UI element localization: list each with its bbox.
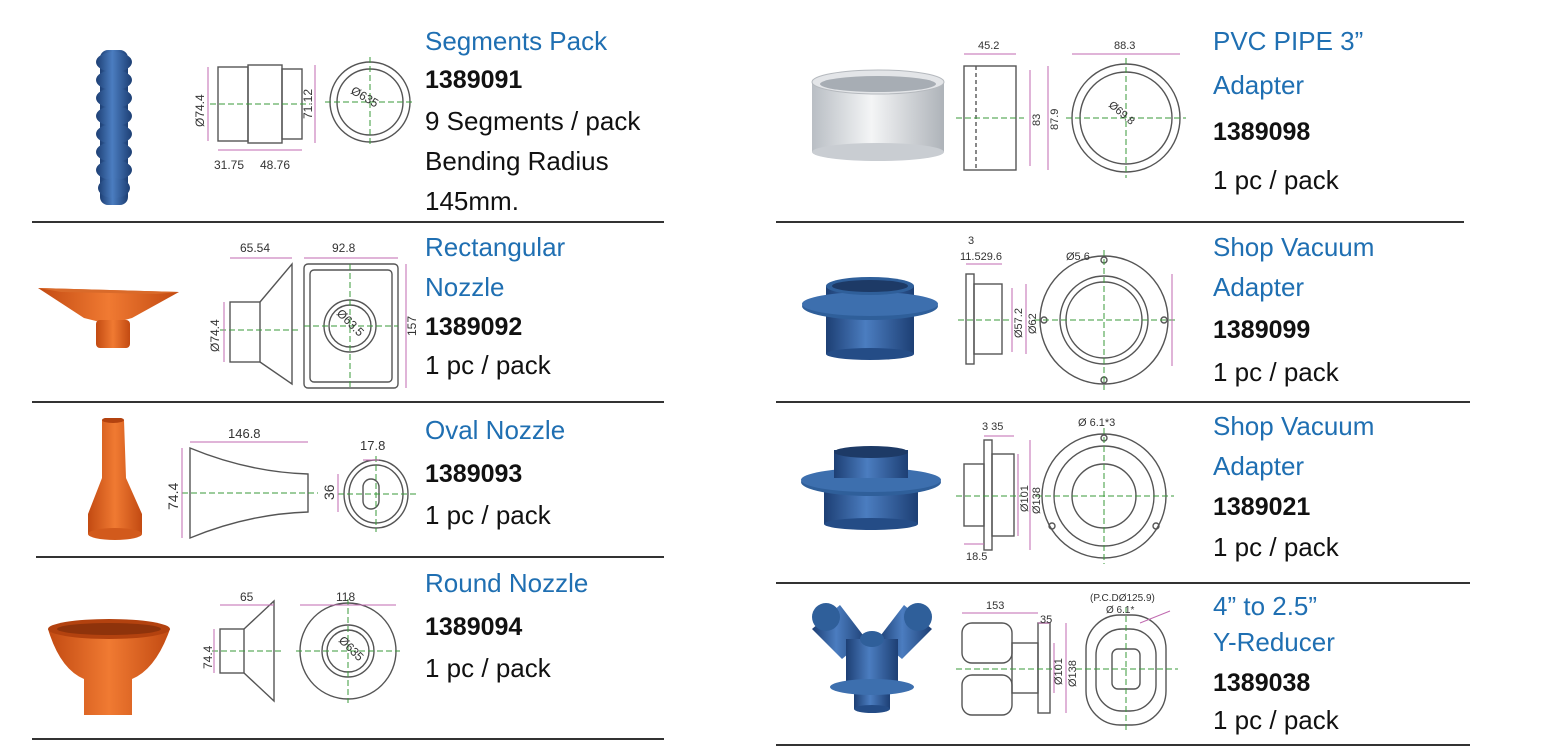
- shop-vacuum-adapter-large-drawing: [954, 414, 1190, 574]
- product-detail: 1 pc / pack: [425, 653, 551, 683]
- dim-label: 153: [986, 600, 1005, 612]
- dim-label: Ø 6.1*3: [1078, 417, 1116, 429]
- product-detail: 1 pc / pack: [1213, 165, 1339, 195]
- row-divider: [776, 744, 1470, 746]
- product-code: 1389038: [1213, 669, 1311, 697]
- product-title: Shop Vacuum: [1213, 411, 1375, 441]
- dim-label: 71.12: [301, 88, 315, 119]
- dim-label: (P.C.DØ125.9): [1090, 593, 1155, 604]
- shop-vacuum-adapter-drawing: [954, 234, 1190, 394]
- product-row-pvc-pipe-adapter: [770, 0, 1566, 222]
- product-title: PVC PIPE 3”: [1213, 26, 1364, 56]
- product-detail: 1 pc / pack: [1213, 357, 1339, 387]
- segments-pack-photo: [90, 48, 138, 208]
- product-row-round-nozzle: [0, 559, 680, 739]
- product-code: 1389021: [1213, 493, 1311, 521]
- dim-label: Ø138: [1067, 660, 1079, 687]
- dim-label: Ø138: [1031, 487, 1043, 514]
- product-title: Adapter: [1213, 451, 1305, 481]
- rectangular-nozzle-photo: [36, 282, 181, 352]
- product-code: 1389093: [425, 460, 523, 488]
- y-reducer-photo: [806, 599, 938, 715]
- product-detail: 1 pc / pack: [425, 350, 551, 380]
- product-code: 1389094: [425, 613, 523, 641]
- row-divider: [32, 401, 664, 403]
- dim-label: 65.54: [240, 241, 271, 255]
- dim-label: 83: [1031, 113, 1043, 126]
- product-code: 1389099: [1213, 316, 1311, 344]
- dim-label: 3 35: [982, 421, 1004, 433]
- pvc-adapter-photo: [808, 68, 948, 162]
- product-code: 1389092: [425, 313, 523, 341]
- product-row-shop-vacuum-adapter: [770, 224, 1566, 402]
- dim-label: Ø101: [1053, 658, 1065, 685]
- dim-label: 87.9: [1049, 108, 1061, 130]
- product-title: Adapter: [1213, 272, 1305, 302]
- dim-label: Ø74.4: [193, 94, 207, 127]
- dim-label: 74.4: [201, 645, 215, 669]
- dim-label: 36: [321, 484, 337, 500]
- row-divider: [776, 221, 1464, 223]
- dim-label: Ø635: [335, 633, 367, 664]
- product-title: Shop Vacuum: [1213, 232, 1375, 262]
- dim-label: 157: [405, 315, 419, 336]
- dim-label: 11.529.6: [960, 251, 1003, 263]
- dim-label: Ø57.2: [1013, 308, 1025, 338]
- dim-label: 31.75: [214, 158, 245, 172]
- product-title: Y-Reducer: [1213, 627, 1335, 657]
- y-reducer-drawing: [956, 593, 1190, 738]
- row-divider: [32, 221, 664, 223]
- shop-vacuum-adapter-photo: [800, 276, 940, 360]
- product-title: Round Nozzle: [425, 568, 589, 598]
- dim-label: 17.8: [360, 438, 386, 453]
- dim-label: 45.2: [978, 40, 1000, 52]
- dim-label: Ø635: [348, 83, 381, 111]
- product-code: 1389091: [425, 66, 523, 94]
- dim-label: 118: [336, 590, 356, 604]
- oval-nozzle-drawing: [158, 422, 420, 546]
- row-divider: [36, 556, 664, 558]
- dim-label: Ø5.6: [1066, 251, 1090, 263]
- product-detail: 9 Segments / pack: [425, 106, 641, 136]
- row-divider: [776, 582, 1470, 584]
- product-row-segments-pack: [0, 0, 680, 222]
- dim-label: Ø69.8: [1106, 99, 1137, 128]
- pvc-adapter-drawing: [950, 36, 1190, 186]
- left-column: [0, 0, 680, 754]
- dim-label: 146.8: [228, 426, 261, 441]
- product-row-rectangular-nozzle: [0, 224, 680, 402]
- round-nozzle-photo: [44, 617, 174, 719]
- product-row-y-reducer: [770, 585, 1566, 745]
- right-column: [770, 0, 1566, 754]
- oval-nozzle-photo: [82, 418, 148, 542]
- product-detail: 1 pc / pack: [1213, 705, 1339, 735]
- dim-label: 65: [240, 590, 254, 604]
- product-detail: 145mm.: [425, 186, 519, 216]
- product-title: Adapter: [1213, 70, 1305, 100]
- dim-label: 3: [968, 235, 975, 247]
- product-detail: 1 pc / pack: [425, 500, 551, 530]
- product-title: Oval Nozzle: [425, 415, 566, 445]
- dim-label: 88.3: [1114, 40, 1136, 52]
- dim-label: 92.8: [332, 241, 356, 255]
- dim-label: 48.76: [260, 158, 291, 172]
- dim-label: Ø74.4: [208, 319, 222, 352]
- product-detail: 1 pc / pack: [1213, 532, 1339, 562]
- row-divider: [776, 401, 1470, 403]
- product-row-shop-vacuum-adapter-large: [770, 404, 1566, 582]
- segments-pack-drawing: [190, 55, 420, 180]
- rectangular-nozzle-drawing: [200, 234, 420, 394]
- round-nozzle-drawing: [200, 589, 412, 713]
- row-divider: [32, 738, 664, 740]
- product-title: Rectangular: [425, 232, 566, 262]
- product-title: Nozzle: [425, 272, 505, 302]
- product-title: Segments Pack: [425, 26, 608, 56]
- dim-label: 18.5: [966, 551, 988, 563]
- product-row-oval-nozzle: [0, 404, 680, 556]
- shop-vacuum-adapter-large-photo: [800, 446, 942, 532]
- dim-label: Ø 6.1*: [1106, 605, 1135, 616]
- dim-label: Ø63.5: [333, 306, 367, 340]
- dim-label: 35: [1040, 614, 1053, 626]
- dim-label: 74.4: [165, 482, 181, 510]
- dim-label: Ø101: [1019, 485, 1031, 512]
- product-code: 1389098: [1213, 118, 1311, 146]
- dim-label: Ø62: [1027, 313, 1039, 334]
- product-detail: Bending Radius: [425, 146, 609, 176]
- product-title: 4” to 2.5”: [1213, 591, 1318, 621]
